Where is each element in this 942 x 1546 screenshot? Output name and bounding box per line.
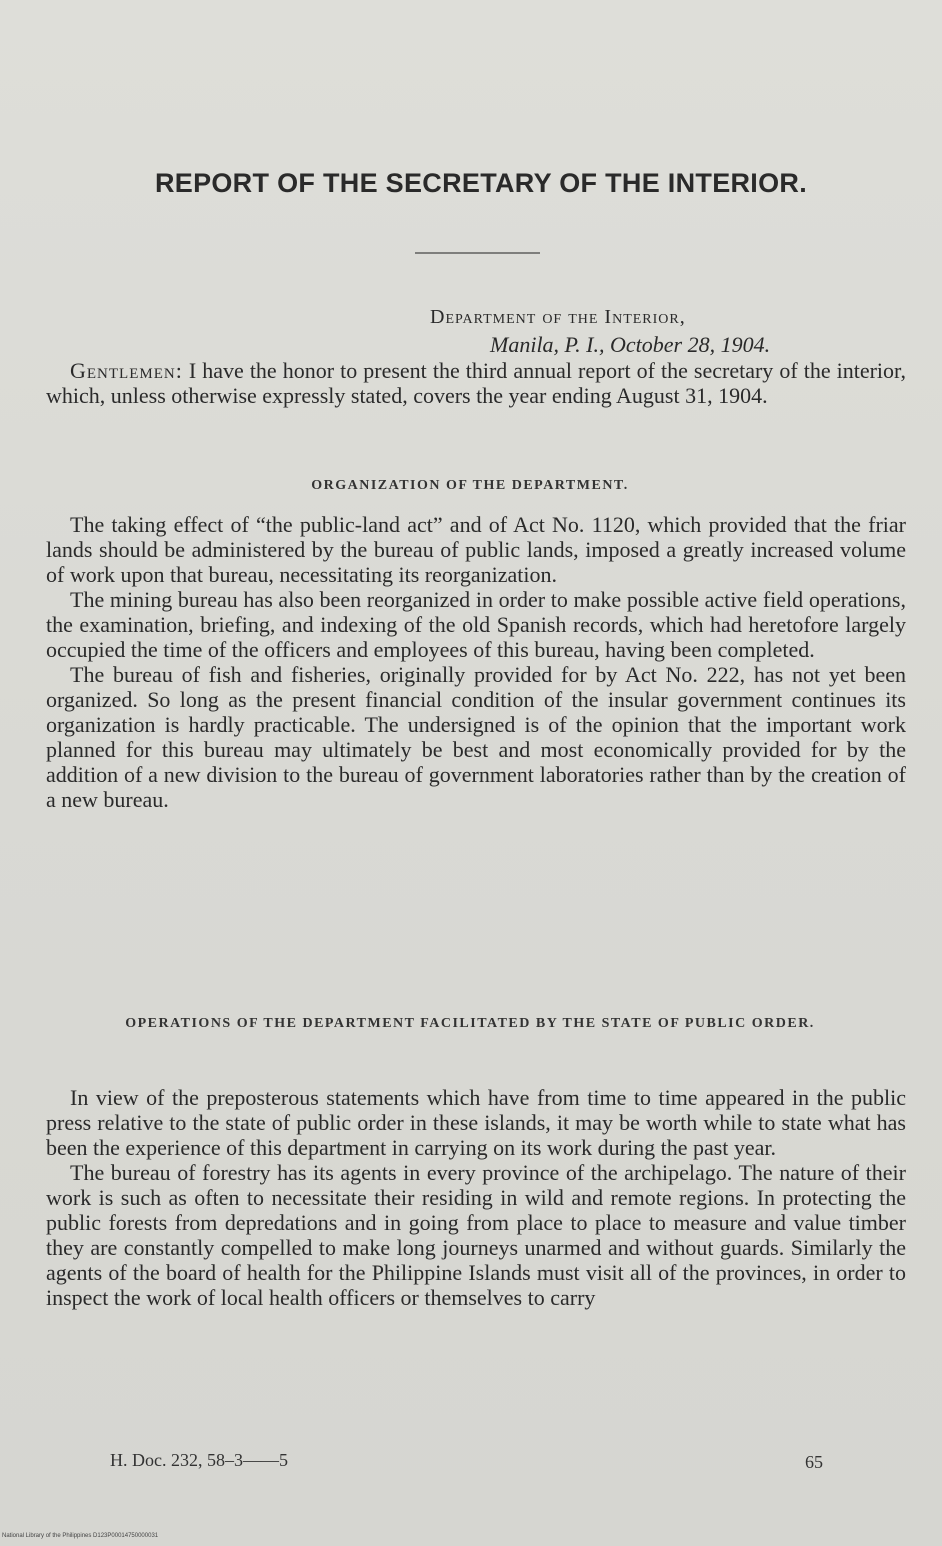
- page-title: REPORT OF THE SECRETARY OF THE INTERIOR.: [154, 168, 808, 198]
- intro-paragraph: [46, 358, 906, 408]
- section-heading-operations: OPERATIONS OF THE DEPARTMENT FACILITATED BY THE STATE OF PUBLIC ORDER.: [125, 1016, 815, 1031]
- body-paragraph: In view of the preposterous statements which have from time to time appeared in the public press relative to the state of public order in these islands, it may be worth while to state what has been the experience of this department in carrying on its work during the past year.: [46, 1085, 906, 1160]
- section-heading-organization: ORGANIZATION OF THE DEPARTMENT.: [311, 478, 629, 493]
- body-paragraph: The mining bureau has also been reorganized in order to make possible active field operations, the examination, briefing, and indexing of the old Spanish records, which had heretofore largely occupied the time of the officers and employees of this bureau, having been completed.: [46, 587, 906, 662]
- section-body-operations: [46, 1085, 906, 1310]
- library-credit: National Library of the Philippines D123P00014750000031: [2, 1533, 159, 1539]
- title-rule: [415, 252, 540, 254]
- department-line: Department of the Interior,: [430, 306, 686, 328]
- body-paragraph: The bureau of fish and fisheries, originally provided for by Act No. 222, has not yet been organized. So long as the present financial condition of the insular government continues its organization is hardly practicable. The undersigned is of the opinion that the important work planned for this bureau may ultimately be best and most economically provided for by the addition of a new division to the bureau of government laboratories rather than by the creation of a new bureau.: [46, 662, 906, 812]
- place-date-line: Manila, P. I., October 28, 1904.: [490, 332, 771, 357]
- page-number: 65: [805, 1452, 823, 1472]
- document-reference: H. Doc. 232, 58–3——5: [110, 1450, 288, 1470]
- body-paragraph: The bureau of forestry has its agents in every province of the archipelago. The nature of their work is such as often to necessitate their residing in wild and remote regions. In protecting the public forests from depredations and in going from place to place to measure and value timber they are constantly compelled to make long journeys unarmed and without guards. Similarly the agents of the board of health for the Philippine Islands must visit all of the provinces, in order to inspect the work of local health officers or themselves to carry: [46, 1160, 906, 1310]
- salutation: Gentlemen:: [70, 358, 183, 383]
- section-body-organization: [46, 512, 906, 812]
- intro-text: I have the honor to present the third annual report of the secretary of the interior, which, unless otherwise expressly stated, covers the year ending August 31, 1904.: [46, 358, 906, 408]
- body-paragraph: The taking effect of “the public-land act” and of Act No. 1120, which provided that the friar lands should be administered by the bureau of public lands, imposed a greatly increased volume of work upon that bureau, necessitating its reorganization.: [46, 512, 906, 587]
